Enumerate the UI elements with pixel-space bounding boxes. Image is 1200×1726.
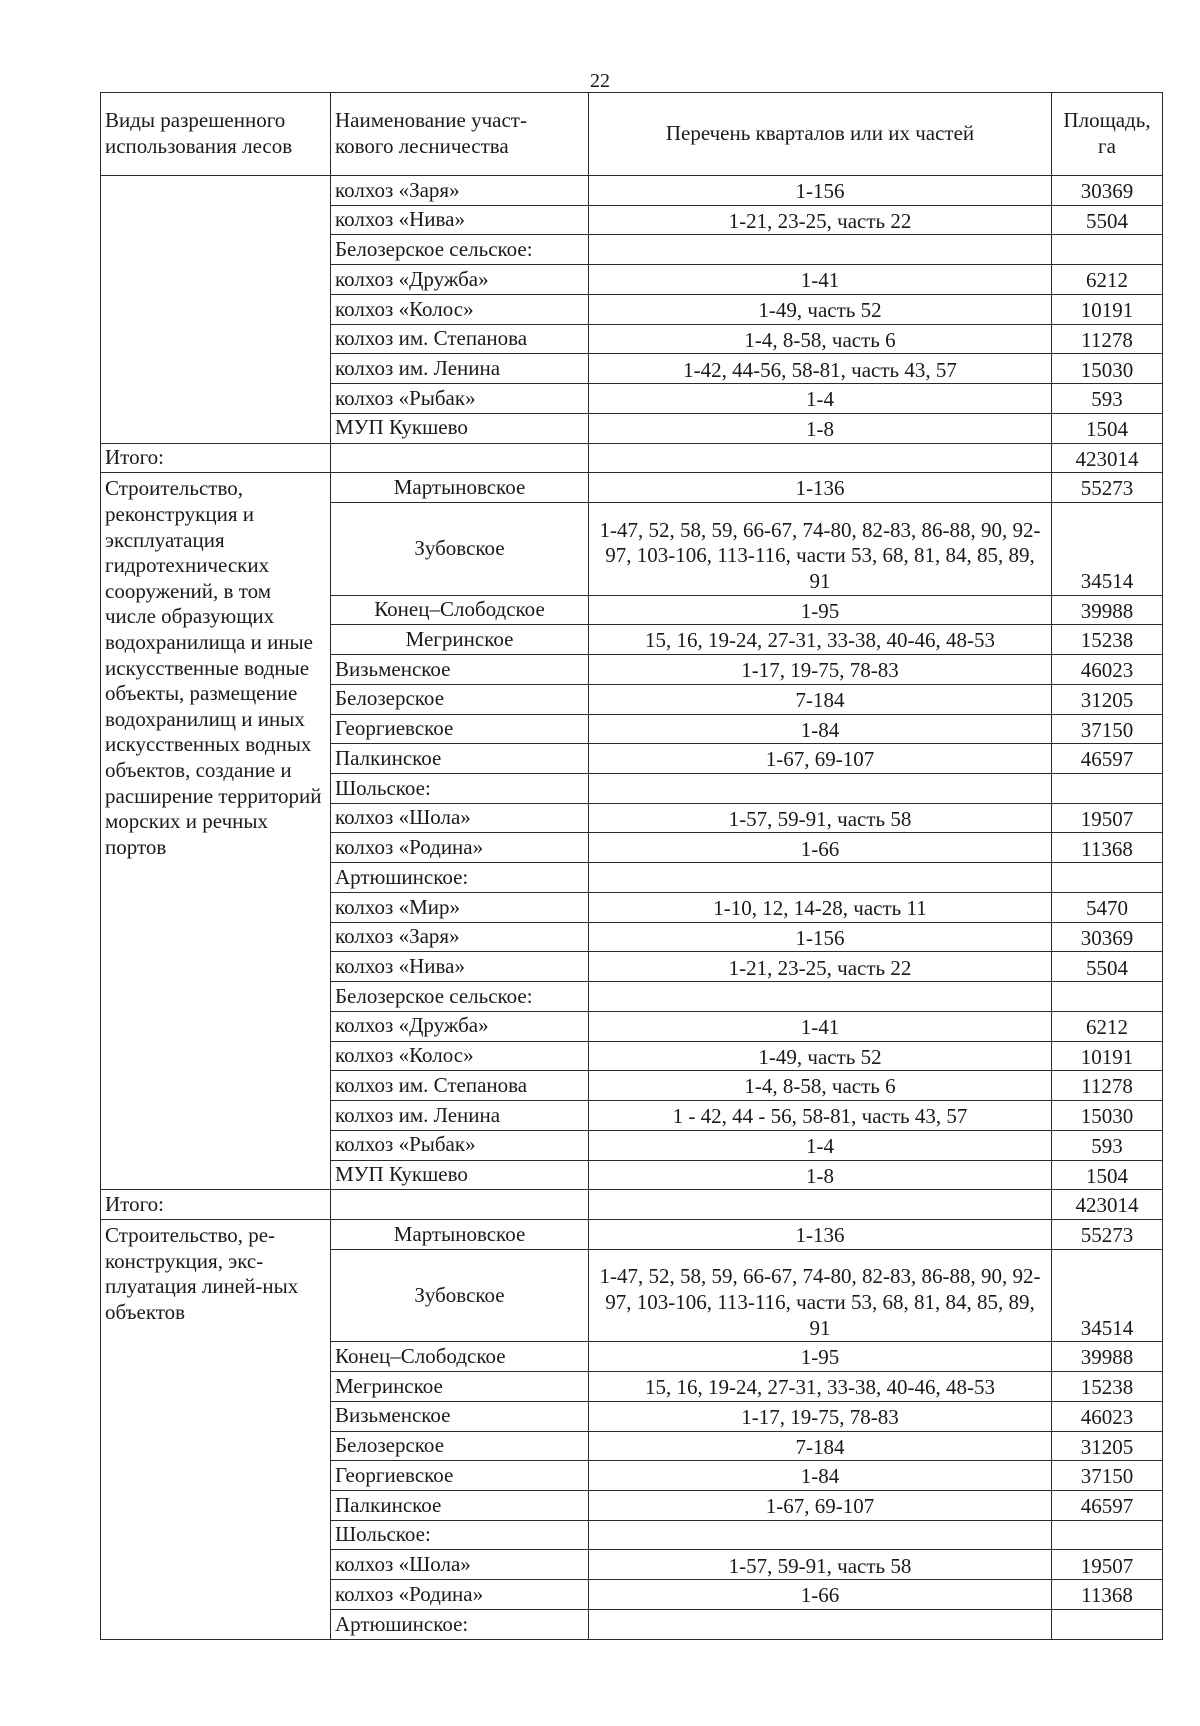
quarters-list: 1-17, 19-75, 78-83 xyxy=(589,1401,1052,1431)
quarters-list: 1-49, часть 52 xyxy=(589,294,1052,324)
quarters-list: 1-4, 8-58, часть 6 xyxy=(589,324,1052,354)
forestry-name: Белозерское xyxy=(331,684,589,714)
forestry-name: Георгиевское xyxy=(331,714,589,744)
use-kind-hydrotechnical: Строительство, реконструкция и эксплуатация гидротехнических сооружений, в том числе образующих водохранилища и иные искусственные водные объекты, размещение водохранилищ и иных искусственных водных объектов, создание и расширение территорий морских и речных портов xyxy=(101,473,331,1190)
total-row xyxy=(101,443,1163,473)
total-empty-cell xyxy=(589,1190,1052,1220)
quarters-list xyxy=(589,1520,1052,1550)
forestry-name: Георгиевское xyxy=(331,1461,589,1491)
forestry-name: Белозерское сельское: xyxy=(331,982,589,1012)
header-kind: Виды разрешенного использования лесов xyxy=(101,93,331,176)
quarters-list: 1-95 xyxy=(589,595,1052,625)
quarters-list: 1-21, 23-25, часть 22 xyxy=(589,952,1052,982)
forestry-name: Мартыновское xyxy=(331,1220,589,1250)
area-value: 30369 xyxy=(1052,922,1163,952)
area-value: 593 xyxy=(1052,1130,1163,1160)
quarters-list: 1-42, 44-56, 58-81, часть 43, 57 xyxy=(589,354,1052,384)
area-value: 6212 xyxy=(1052,265,1163,295)
area-value: 31205 xyxy=(1052,1431,1163,1461)
forestry-name: колхоз им. Степанова xyxy=(331,324,589,354)
quarters-list: 1-47, 52, 58, 59, 66-67, 74-80, 82-83, 86-88, 90, 92-97, 103-106, 113-116, части 53, 68, 81, 84, 85, 89, 91 xyxy=(589,1249,1052,1342)
area-value: 5504 xyxy=(1052,952,1163,982)
forestry-name: Зубовское xyxy=(331,1249,589,1342)
total-label: Итого: xyxy=(101,443,331,473)
header-area: Площадь, га xyxy=(1052,93,1163,176)
quarters-list: 1-17, 19-75, 78-83 xyxy=(589,655,1052,685)
forestry-name: Палкинское xyxy=(331,744,589,774)
area-value: 6212 xyxy=(1052,1011,1163,1041)
quarters-list: 1-67, 69-107 xyxy=(589,744,1052,774)
area-value: 46597 xyxy=(1052,1490,1163,1520)
forestry-name: колхоз «Шола» xyxy=(331,803,589,833)
area-value: 55273 xyxy=(1052,1220,1163,1250)
quarters-list: 1-4, 8-58, часть 6 xyxy=(589,1071,1052,1101)
area-value: 5504 xyxy=(1052,205,1163,235)
quarters-list: 1-4 xyxy=(589,384,1052,414)
area-value: 34514 xyxy=(1052,503,1163,596)
area-value: 55273 xyxy=(1052,473,1163,503)
quarters-list: 1-136 xyxy=(589,1220,1052,1250)
area-value: 11278 xyxy=(1052,324,1163,354)
area-value: 37150 xyxy=(1052,1461,1163,1491)
total-area-value: 423014 xyxy=(1052,1190,1163,1220)
forestry-name: колхоз «Рыбак» xyxy=(331,384,589,414)
total-empty-cell xyxy=(589,443,1052,473)
forestry-name: Визьменское xyxy=(331,1401,589,1431)
quarters-list: 1-8 xyxy=(589,413,1052,443)
area-value: 1504 xyxy=(1052,1160,1163,1190)
forestry-name: колхоз «Колос» xyxy=(331,294,589,324)
quarters-list: 1-41 xyxy=(589,265,1052,295)
forestry-name: Шольское: xyxy=(331,774,589,804)
forestry-name: колхоз им. Степанова xyxy=(331,1071,589,1101)
quarters-list: 1-84 xyxy=(589,714,1052,744)
forestry-name: колхоз «Нива» xyxy=(331,952,589,982)
forestry-name: колхоз им. Ленина xyxy=(331,1101,589,1131)
forestry-name: Мегринское xyxy=(331,1372,589,1402)
area-value: 46597 xyxy=(1052,744,1163,774)
area-value: 19507 xyxy=(1052,1550,1163,1580)
area-value: 46023 xyxy=(1052,655,1163,685)
quarters-list xyxy=(589,774,1052,804)
quarters-list: 1 - 42, 44 - 56, 58-81, часть 43, 57 xyxy=(589,1101,1052,1131)
area-value: 31205 xyxy=(1052,684,1163,714)
area-value: 37150 xyxy=(1052,714,1163,744)
quarters-list: 1-47, 52, 58, 59, 66-67, 74-80, 82-83, 86-88, 90, 92-97, 103-106, 113-116, части 53, 68, 81, 84, 85, 89, 91 xyxy=(589,503,1052,596)
quarters-list: 1-49, часть 52 xyxy=(589,1041,1052,1071)
total-row xyxy=(101,1190,1163,1220)
area-value xyxy=(1052,863,1163,893)
forestry-name: колхоз «Родина» xyxy=(331,833,589,863)
area-value: 11368 xyxy=(1052,833,1163,863)
area-value: 5470 xyxy=(1052,892,1163,922)
quarters-list: 1-57, 59-91, часть 58 xyxy=(589,803,1052,833)
area-value: 15238 xyxy=(1052,1372,1163,1402)
forestry-name: колхоз «Шола» xyxy=(331,1550,589,1580)
use-kind-linear-objects: Строительство, ре-конструкция, экс-плуатация линей-ных объектов xyxy=(101,1220,331,1640)
area-value: 15030 xyxy=(1052,354,1163,384)
area-value: 15030 xyxy=(1052,1101,1163,1131)
forestry-name: колхоз «Рыбак» xyxy=(331,1130,589,1160)
quarters-list: 1-21, 23-25, часть 22 xyxy=(589,205,1052,235)
quarters-list: 7-184 xyxy=(589,1431,1052,1461)
forestry-name: Шольское: xyxy=(331,1520,589,1550)
forestry-name: колхоз им. Ленина xyxy=(331,354,589,384)
area-value: 30369 xyxy=(1052,176,1163,206)
table-row xyxy=(101,473,1163,503)
area-value: 39988 xyxy=(1052,595,1163,625)
quarters-list: 1-57, 59-91, часть 58 xyxy=(589,1550,1052,1580)
forestry-name: Конец–Слободское xyxy=(331,595,589,625)
header-forestry: Наименование участ-кового лесничества xyxy=(331,93,589,176)
quarters-list xyxy=(589,1609,1052,1639)
area-value: 11278 xyxy=(1052,1071,1163,1101)
area-value xyxy=(1052,235,1163,265)
forestry-name: Зубовское xyxy=(331,503,589,596)
area-value: 593 xyxy=(1052,384,1163,414)
quarters-list xyxy=(589,863,1052,893)
area-value xyxy=(1052,982,1163,1012)
forestry-name: МУП Кукшево xyxy=(331,413,589,443)
total-empty-cell xyxy=(331,1190,589,1220)
forestry-name: Артюшинское: xyxy=(331,1609,589,1639)
forest-use-table xyxy=(100,92,1163,1640)
total-area-value: 423014 xyxy=(1052,443,1163,473)
forestry-name: Артюшинское: xyxy=(331,863,589,893)
quarters-list: 15, 16, 19-24, 27-31, 33-38, 40-46, 48-53 xyxy=(589,625,1052,655)
quarters-list: 1-66 xyxy=(589,1580,1052,1610)
quarters-list xyxy=(589,982,1052,1012)
forest-use-table-sheet xyxy=(100,92,1162,1640)
table-row xyxy=(101,1220,1163,1250)
total-label: Итого: xyxy=(101,1190,331,1220)
area-value: 1504 xyxy=(1052,413,1163,443)
table-header-row xyxy=(101,93,1163,176)
area-value xyxy=(1052,1609,1163,1639)
area-value: 15238 xyxy=(1052,625,1163,655)
table-row xyxy=(101,176,1163,206)
quarters-list: 1-156 xyxy=(589,922,1052,952)
total-empty-cell xyxy=(331,443,589,473)
area-value: 19507 xyxy=(1052,803,1163,833)
forestry-name: колхоз «Мир» xyxy=(331,892,589,922)
quarters-list: 1-41 xyxy=(589,1011,1052,1041)
forestry-name: Мартыновское xyxy=(331,473,589,503)
area-value: 46023 xyxy=(1052,1401,1163,1431)
quarters-list: 1-8 xyxy=(589,1160,1052,1190)
forestry-name: колхоз «Дружба» xyxy=(331,1011,589,1041)
header-quarters: Перечень кварталов или их частей xyxy=(589,93,1052,176)
quarters-list: 7-184 xyxy=(589,684,1052,714)
area-value: 11368 xyxy=(1052,1580,1163,1610)
quarters-list: 1-10, 12, 14-28, часть 11 xyxy=(589,892,1052,922)
forestry-name: колхоз «Колос» xyxy=(331,1041,589,1071)
forestry-name: Палкинское xyxy=(331,1490,589,1520)
forestry-name: Мегринское xyxy=(331,625,589,655)
continued-kind-cell xyxy=(101,176,331,444)
quarters-list: 1-67, 69-107 xyxy=(589,1490,1052,1520)
quarters-list: 1-156 xyxy=(589,176,1052,206)
forestry-name: колхоз «Родина» xyxy=(331,1580,589,1610)
area-value: 10191 xyxy=(1052,1041,1163,1071)
quarters-list: 1-95 xyxy=(589,1342,1052,1372)
forestry-name: колхоз «Заря» xyxy=(331,922,589,952)
area-value: 39988 xyxy=(1052,1342,1163,1372)
quarters-list xyxy=(589,235,1052,265)
forestry-name: колхоз «Нива» xyxy=(331,205,589,235)
area-value xyxy=(1052,1520,1163,1550)
forestry-name: колхоз «Дружба» xyxy=(331,265,589,295)
forestry-name: МУП Кукшево xyxy=(331,1160,589,1190)
forestry-name: Белозерское xyxy=(331,1431,589,1461)
quarters-list: 1-4 xyxy=(589,1130,1052,1160)
forestry-name: колхоз «Заря» xyxy=(331,176,589,206)
page-number: 22 xyxy=(590,70,610,92)
quarters-list: 1-66 xyxy=(589,833,1052,863)
forestry-name: Белозерское сельское: xyxy=(331,235,589,265)
quarters-list: 15, 16, 19-24, 27-31, 33-38, 40-46, 48-53 xyxy=(589,1372,1052,1402)
area-value: 34514 xyxy=(1052,1249,1163,1342)
forestry-name: Визьменское xyxy=(331,655,589,685)
forestry-name: Конец–Слободское xyxy=(331,1342,589,1372)
area-value: 10191 xyxy=(1052,294,1163,324)
quarters-list: 1-136 xyxy=(589,473,1052,503)
area-value xyxy=(1052,774,1163,804)
quarters-list: 1-84 xyxy=(589,1461,1052,1491)
